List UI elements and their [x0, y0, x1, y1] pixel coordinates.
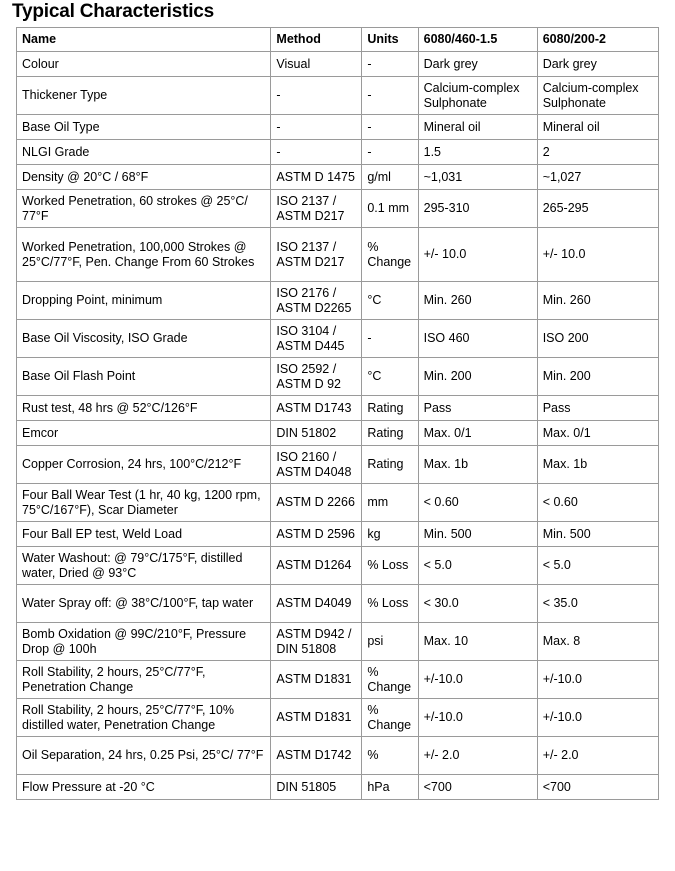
cell-units: hPa: [362, 775, 418, 800]
cell-name: Four Ball Wear Test (1 hr, 40 kg, 1200 rpm, 75°C/167°F), Scar Diameter: [17, 484, 271, 522]
table-row: [17, 396, 659, 421]
header-product-2: 6080/200-2: [538, 28, 659, 52]
table-row: [17, 661, 659, 699]
table-row: [17, 737, 659, 775]
cell-product-1: +/- 2.0: [419, 737, 538, 775]
cell-product-2: < 35.0: [538, 585, 659, 623]
cell-product-1: +/-10.0: [419, 661, 538, 699]
header-units: Units: [362, 28, 418, 52]
cell-product-1: Max. 1b: [419, 446, 538, 484]
cell-units: Rating: [362, 446, 418, 484]
cell-product-2: Dark grey: [538, 52, 659, 77]
cell-name: Worked Penetration, 100,000 Strokes @ 25°C/77°F, Pen. Change From 60 Strokes: [17, 228, 271, 282]
cell-method: ASTM D1264: [271, 547, 362, 585]
cell-units: Rating: [362, 396, 418, 421]
table-row: [17, 522, 659, 547]
cell-product-1: <700: [419, 775, 538, 800]
cell-units: kg: [362, 522, 418, 547]
cell-name: Water Spray off: @ 38°C/100°F, tap water: [17, 585, 271, 623]
cell-method: -: [271, 77, 362, 115]
cell-name: Oil Separation, 24 hrs, 0.25 Psi, 25°C/ 77°F: [17, 737, 271, 775]
table-row: [17, 52, 659, 77]
table-row: [17, 699, 659, 737]
table-row: [17, 358, 659, 396]
cell-units: psi: [362, 623, 418, 661]
cell-product-1: Mineral oil: [419, 115, 538, 140]
cell-product-1: ISO 460: [419, 320, 538, 358]
cell-method: ASTM D4049: [271, 585, 362, 623]
cell-name: NLGI Grade: [17, 140, 271, 165]
cell-method: Visual: [271, 52, 362, 77]
table-body: [17, 52, 659, 800]
table-row: [17, 140, 659, 165]
characteristics-table: [16, 27, 659, 800]
table-row: [17, 320, 659, 358]
cell-name: Worked Penetration, 60 strokes @ 25°C/ 77°F: [17, 190, 271, 228]
cell-product-2: +/- 10.0: [538, 228, 659, 282]
cell-units: °C: [362, 282, 418, 320]
table-row: [17, 775, 659, 800]
cell-units: °C: [362, 358, 418, 396]
cell-units: -: [362, 115, 418, 140]
cell-name: Thickener Type: [17, 77, 271, 115]
table-row: [17, 484, 659, 522]
cell-name: Rust test, 48 hrs @ 52°C/126°F: [17, 396, 271, 421]
cell-product-1: ~1,031: [419, 165, 538, 190]
cell-method: -: [271, 140, 362, 165]
cell-product-2: Max. 1b: [538, 446, 659, 484]
table-row: [17, 623, 659, 661]
cell-name: Base Oil Flash Point: [17, 358, 271, 396]
cell-product-1: +/- 10.0: [419, 228, 538, 282]
cell-product-1: Calcium-complex Sulphonate: [419, 77, 538, 115]
cell-product-1: Pass: [419, 396, 538, 421]
cell-name: Bomb Oxidation @ 99C/210°F, Pressure Drop @ 100h: [17, 623, 271, 661]
cell-method: ASTM D942 / DIN 51808: [271, 623, 362, 661]
cell-units: -: [362, 320, 418, 358]
cell-product-1: Max. 10: [419, 623, 538, 661]
cell-units: Rating: [362, 421, 418, 446]
cell-name: Base Oil Viscosity, ISO Grade: [17, 320, 271, 358]
cell-units: 0.1 mm: [362, 190, 418, 228]
cell-method: ASTM D1742: [271, 737, 362, 775]
header-method: Method: [271, 28, 362, 52]
cell-name: Flow Pressure at -20 °C: [17, 775, 271, 800]
table-row: [17, 421, 659, 446]
table-row: [17, 115, 659, 140]
table-row: [17, 547, 659, 585]
cell-units: -: [362, 140, 418, 165]
table-row: [17, 165, 659, 190]
cell-units: % Change: [362, 228, 418, 282]
cell-method: ISO 2137 / ASTM D217: [271, 190, 362, 228]
cell-product-2: Mineral oil: [538, 115, 659, 140]
cell-product-1: < 30.0: [419, 585, 538, 623]
cell-method: ASTM D1831: [271, 661, 362, 699]
cell-name: Density @ 20°C / 68°F: [17, 165, 271, 190]
cell-product-2: 265-295: [538, 190, 659, 228]
cell-product-1: +/-10.0: [419, 699, 538, 737]
cell-method: ASTM D 2596: [271, 522, 362, 547]
cell-product-2: +/-10.0: [538, 699, 659, 737]
cell-name: Base Oil Type: [17, 115, 271, 140]
cell-name: Dropping Point, minimum: [17, 282, 271, 320]
cell-method: ISO 2176 / ASTM D2265: [271, 282, 362, 320]
cell-product-2: ISO 200: [538, 320, 659, 358]
cell-method: ISO 2592 / ASTM D 92: [271, 358, 362, 396]
cell-product-1: Min. 500: [419, 522, 538, 547]
cell-units: % Change: [362, 661, 418, 699]
cell-method: DIN 51805: [271, 775, 362, 800]
table-row: [17, 228, 659, 282]
page-title: Typical Characteristics: [12, 1, 215, 22]
cell-name: Water Washout: @ 79°C/175°F, distilled water, Dried @ 93°C: [17, 547, 271, 585]
cell-method: ASTM D1831: [271, 699, 362, 737]
cell-product-2: Min. 260: [538, 282, 659, 320]
cell-method: ASTM D1743: [271, 396, 362, 421]
cell-units: % Loss: [362, 547, 418, 585]
cell-name: Roll Stability, 2 hours, 25°C/77°F, 10% distilled water, Penetration Change: [17, 699, 271, 737]
cell-product-2: Min. 200: [538, 358, 659, 396]
cell-product-2: Max. 0/1: [538, 421, 659, 446]
table-row: [17, 190, 659, 228]
cell-product-2: ~1,027: [538, 165, 659, 190]
cell-method: -: [271, 115, 362, 140]
cell-product-2: +/-10.0: [538, 661, 659, 699]
cell-method: ASTM D 1475: [271, 165, 362, 190]
cell-product-1: < 0.60: [419, 484, 538, 522]
table-header-row: [17, 28, 659, 52]
header-product-1: 6080/460-1.5: [419, 28, 538, 52]
cell-units: -: [362, 52, 418, 77]
cell-product-1: < 5.0: [419, 547, 538, 585]
cell-product-2: +/- 2.0: [538, 737, 659, 775]
cell-method: ISO 2137 / ASTM D217: [271, 228, 362, 282]
cell-product-1: Min. 200: [419, 358, 538, 396]
cell-product-2: <700: [538, 775, 659, 800]
cell-product-2: Max. 8: [538, 623, 659, 661]
cell-name: Four Ball EP test, Weld Load: [17, 522, 271, 547]
cell-product-2: < 0.60: [538, 484, 659, 522]
cell-method: DIN 51802: [271, 421, 362, 446]
cell-product-2: Min. 500: [538, 522, 659, 547]
cell-product-2: < 5.0: [538, 547, 659, 585]
cell-units: %: [362, 737, 418, 775]
table-row: [17, 77, 659, 115]
cell-units: g/ml: [362, 165, 418, 190]
table-row: [17, 282, 659, 320]
table-row: [17, 585, 659, 623]
cell-method: ISO 3104 / ASTM D445: [271, 320, 362, 358]
cell-name: Roll Stability, 2 hours, 25°C/77°F, Penetration Change: [17, 661, 271, 699]
cell-product-1: 295-310: [419, 190, 538, 228]
cell-name: Colour: [17, 52, 271, 77]
cell-units: % Loss: [362, 585, 418, 623]
cell-name: Copper Corrosion, 24 hrs, 100°C/212°F: [17, 446, 271, 484]
cell-units: -: [362, 77, 418, 115]
cell-product-2: Pass: [538, 396, 659, 421]
header-name: Name: [17, 28, 271, 52]
cell-method: ISO 2160 / ASTM D4048: [271, 446, 362, 484]
cell-method: ASTM D 2266: [271, 484, 362, 522]
cell-product-1: Max. 0/1: [419, 421, 538, 446]
cell-name: Emcor: [17, 421, 271, 446]
cell-units: % Change: [362, 699, 418, 737]
cell-product-1: 1.5: [419, 140, 538, 165]
cell-product-1: Dark grey: [419, 52, 538, 77]
table-row: [17, 446, 659, 484]
cell-product-2: 2: [538, 140, 659, 165]
cell-units: mm: [362, 484, 418, 522]
cell-product-2: Calcium-complex Sulphonate: [538, 77, 659, 115]
cell-product-1: Min. 260: [419, 282, 538, 320]
